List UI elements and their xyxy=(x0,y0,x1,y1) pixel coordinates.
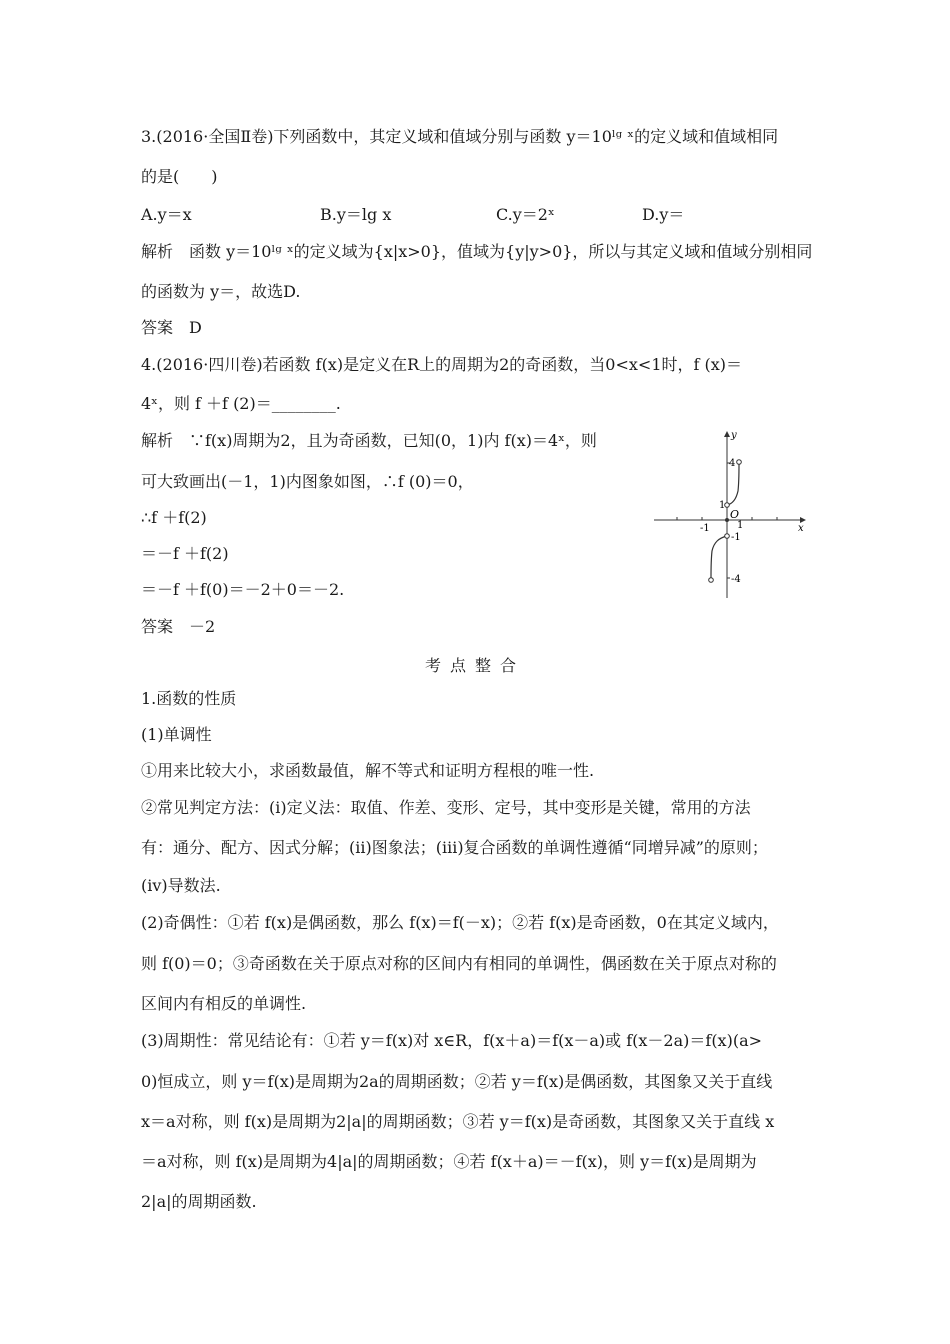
q4-solution-line: 解析 ∵f(x)周期为2，且为奇函数，已知(0，1)内 f(x)＝4ˣ，则 xyxy=(141,431,597,450)
q3-option-d: D.y＝ xyxy=(642,205,685,224)
summary-line: ②常见判定方法：(ⅰ)定义法：取值、作差、变形、定号，其中变形是关键，常用的方法 xyxy=(141,798,751,817)
section-title: 考点整合 xyxy=(424,656,525,675)
summary-line: 2|a|的周期函数. xyxy=(141,1192,257,1211)
label-neg-four: -4 xyxy=(731,574,741,585)
q4-solution-line: ＝－f ＋f(2) xyxy=(141,544,229,563)
q3-option-a: A.y＝x xyxy=(141,205,192,224)
summary-line: x＝a对称，则 f(x)是周期为2|a|的周期函数；③若 y＝f(x)是奇函数，其图象又关于直线 x xyxy=(141,1112,775,1131)
curve-lower xyxy=(711,536,727,578)
q3-solution-line2: 的函数为 y＝，故选D. xyxy=(141,282,301,301)
q3-answer: 答案 D xyxy=(141,318,202,337)
summary-line: (ⅳ)导数法. xyxy=(141,876,221,895)
open-point xyxy=(725,503,730,508)
summary-line: 则 f(0)＝0；③奇函数在关于原点对称的区间内有相同的单调性，偶函数在关于原点对称的 xyxy=(141,954,777,973)
q3-solution-line1: 解析 函数 y＝10ˡᵍ ˣ的定义域为{x|x>0}，值域为{y|y>0}，所以与其定义域和值域分别相同 xyxy=(141,242,813,261)
label-neg-one-y: -1 xyxy=(731,532,741,543)
y-axis-arrow xyxy=(724,431,730,437)
q4-answer: 答案 －2 xyxy=(141,617,216,636)
function-graph xyxy=(650,428,810,603)
y-axis-label: y xyxy=(731,430,737,441)
summary-line: 区间内有相反的单调性. xyxy=(141,994,307,1013)
open-point xyxy=(737,460,742,465)
q3-stem-line1: 3.(2016·全国Ⅱ卷)下列函数中，其定义域和值域分别与函数 y＝10ˡᵍ ˣ的定义域和值域相同 xyxy=(141,127,779,146)
q3-stem-line2: 的是( ) xyxy=(141,167,218,186)
q4-solution-line: ＝－f ＋f(0)＝－2＋0＝－2. xyxy=(141,580,345,599)
q4-solution-line: 可大致画出(－1，1)内图象如图，∴f (0)＝0， xyxy=(141,472,474,491)
open-point xyxy=(709,578,714,583)
q4-stem-line2: 4ˣ，则 f ＋f (2)＝________. xyxy=(141,394,341,413)
open-point xyxy=(725,534,730,539)
label-pos-one-x: 1 xyxy=(737,520,744,531)
summary-line: 1.函数的性质 xyxy=(141,689,237,708)
summary-line: ①用来比较大小，求函数最值，解不等式和证明方程根的唯一性. xyxy=(141,761,595,780)
q3-option-c: C.y＝2ˣ xyxy=(496,205,555,224)
summary-line: ＝a对称，则 f(x)是周期为4|a|的周期函数；④若 f(x＋a)＝－f(x)，则 y＝f(x)是周期为 xyxy=(141,1152,757,1171)
origin-point xyxy=(725,518,729,522)
summary-line: (1)单调性 xyxy=(141,725,212,744)
q4-solution-line: ∴f ＋f(2) xyxy=(141,508,207,527)
label-one: 1 xyxy=(719,500,726,511)
summary-line: 0)恒成立，则 y＝f(x)是周期为2a的周期函数；②若 y＝f(x)是偶函数，其图象又关于直线 xyxy=(141,1072,773,1091)
label-neg-one-x: -1 xyxy=(700,523,710,534)
summary-line: (3)周期性：常见结论有：①若 y＝f(x)对 x∈R，f(x＋a)＝f(x－a)或 f(x－2a)＝f(x)(a> xyxy=(141,1031,763,1050)
summary-line: 有：通分、配方、因式分解；(ⅱ)图象法；(ⅲ)复合函数的单调性遵循“同增异减”的原则； xyxy=(141,838,768,857)
label-four: 4 xyxy=(729,458,736,469)
q3-option-b: B.y＝lg x xyxy=(320,205,392,224)
summary-line: (2)奇偶性：①若 f(x)是偶函数，那么 f(x)＝f(－x)；②若 f(x)是奇函数，0在其定义域内， xyxy=(141,913,779,932)
curve-upper xyxy=(727,464,739,505)
x-axis-label: x xyxy=(798,523,804,534)
label-origin: O xyxy=(730,508,740,521)
q4-stem-line1: 4.(2016·四川卷)若函数 f(x)是定义在R上的周期为2的奇函数，当0<x<1时，f (x)＝ xyxy=(141,355,743,374)
